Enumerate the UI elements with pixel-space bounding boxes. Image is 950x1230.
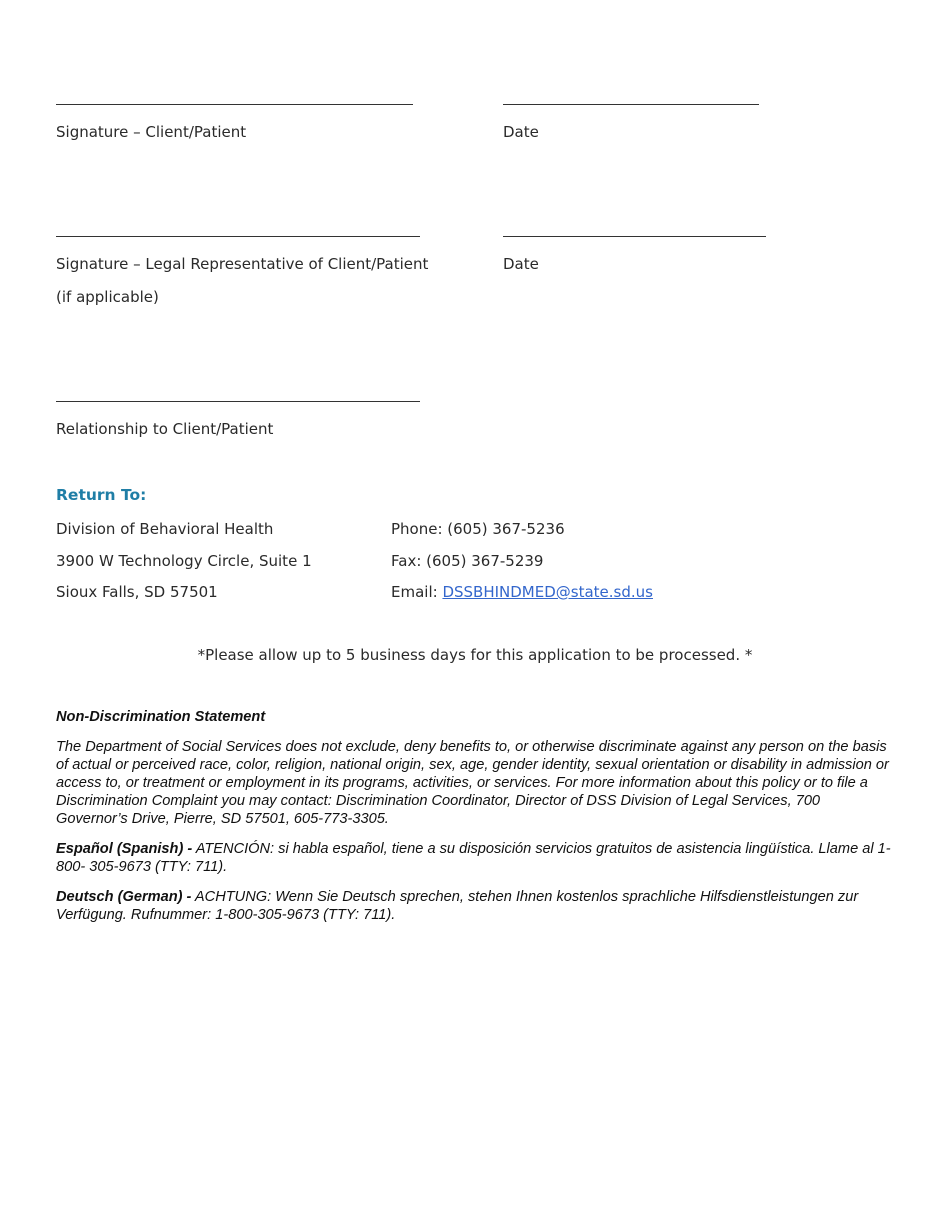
email-prefix: Email: [391,583,443,601]
relationship-line[interactable] [56,401,420,402]
org-name: Division of Behavioral Health [56,520,274,538]
non-discrimination-heading [56,708,894,726]
rep-date-line[interactable] [503,236,766,237]
relationship-label: Relationship to Client/Patient [56,420,274,438]
german-text: ACHTUNG: Wenn Sie Deutsch sprechen, stehen Ihnen kostenlos sprachliche Hilfsdienstleistungen zur Verfügung. Rufnummer: 1-800-305-9673 (TTY: 711). [56,889,859,923]
rep-signature-note: (if applicable) [56,288,159,306]
email-link[interactable]: DSSBHINDMED@state.sd.us [442,583,653,601]
german-notice [56,888,894,924]
rep-signature-label: Signature – Legal Representative of Client/Patient [56,255,429,273]
rep-signature-line[interactable] [56,236,420,237]
fax-number: Fax: (605) 367-5239 [391,552,544,570]
client-date-line[interactable] [503,104,759,105]
client-signature-label: Signature – Client/Patient [56,123,247,141]
non-discrimination-body: The Department of Social Services does not exclude, deny benefits to, or otherwise discriminate against any person on the basis of actual or perceived race, color, religion, national origin, sex, age, gender identity, sexual orientation or disability in admission or access to, or treatment or employment in its programs, activities, or services. For more information about this policy or to file a Discrimination Complaint you may contact: Discrimination Coordinator, Director of DSS Division of Legal Services, 700 Governor’s Drive, Pierre, SD 57501, 605-773-3305. [56,739,889,827]
email-row [391,583,653,601]
spanish-label: Español (Spanish) - [56,841,193,857]
phone-number: Phone: (605) 367-5236 [391,520,565,538]
spanish-notice [56,840,894,876]
client-signature-line[interactable] [56,104,413,105]
german-label: Deutsch (German) - [56,889,192,905]
client-date-label: Date [503,123,539,141]
rep-date-label: Date [503,255,539,273]
address-line-2: Sioux Falls, SD 57501 [56,583,218,601]
spanish-text: ATENCIÓN: si habla español, tiene a su disposición servicios gratuitos de asistencia lingüística. Llame al 1-800- 305-9673 (TTY: 711). [56,841,891,875]
address-line-1: 3900 W Technology Circle, Suite 1 [56,552,312,570]
return-to-heading: Return To: [56,486,147,504]
non-discrimination-heading-text: Non-Discrimination Statement [56,709,266,725]
processing-notice: *Please allow up to 5 business days for this application to be processed. * [197,646,753,664]
